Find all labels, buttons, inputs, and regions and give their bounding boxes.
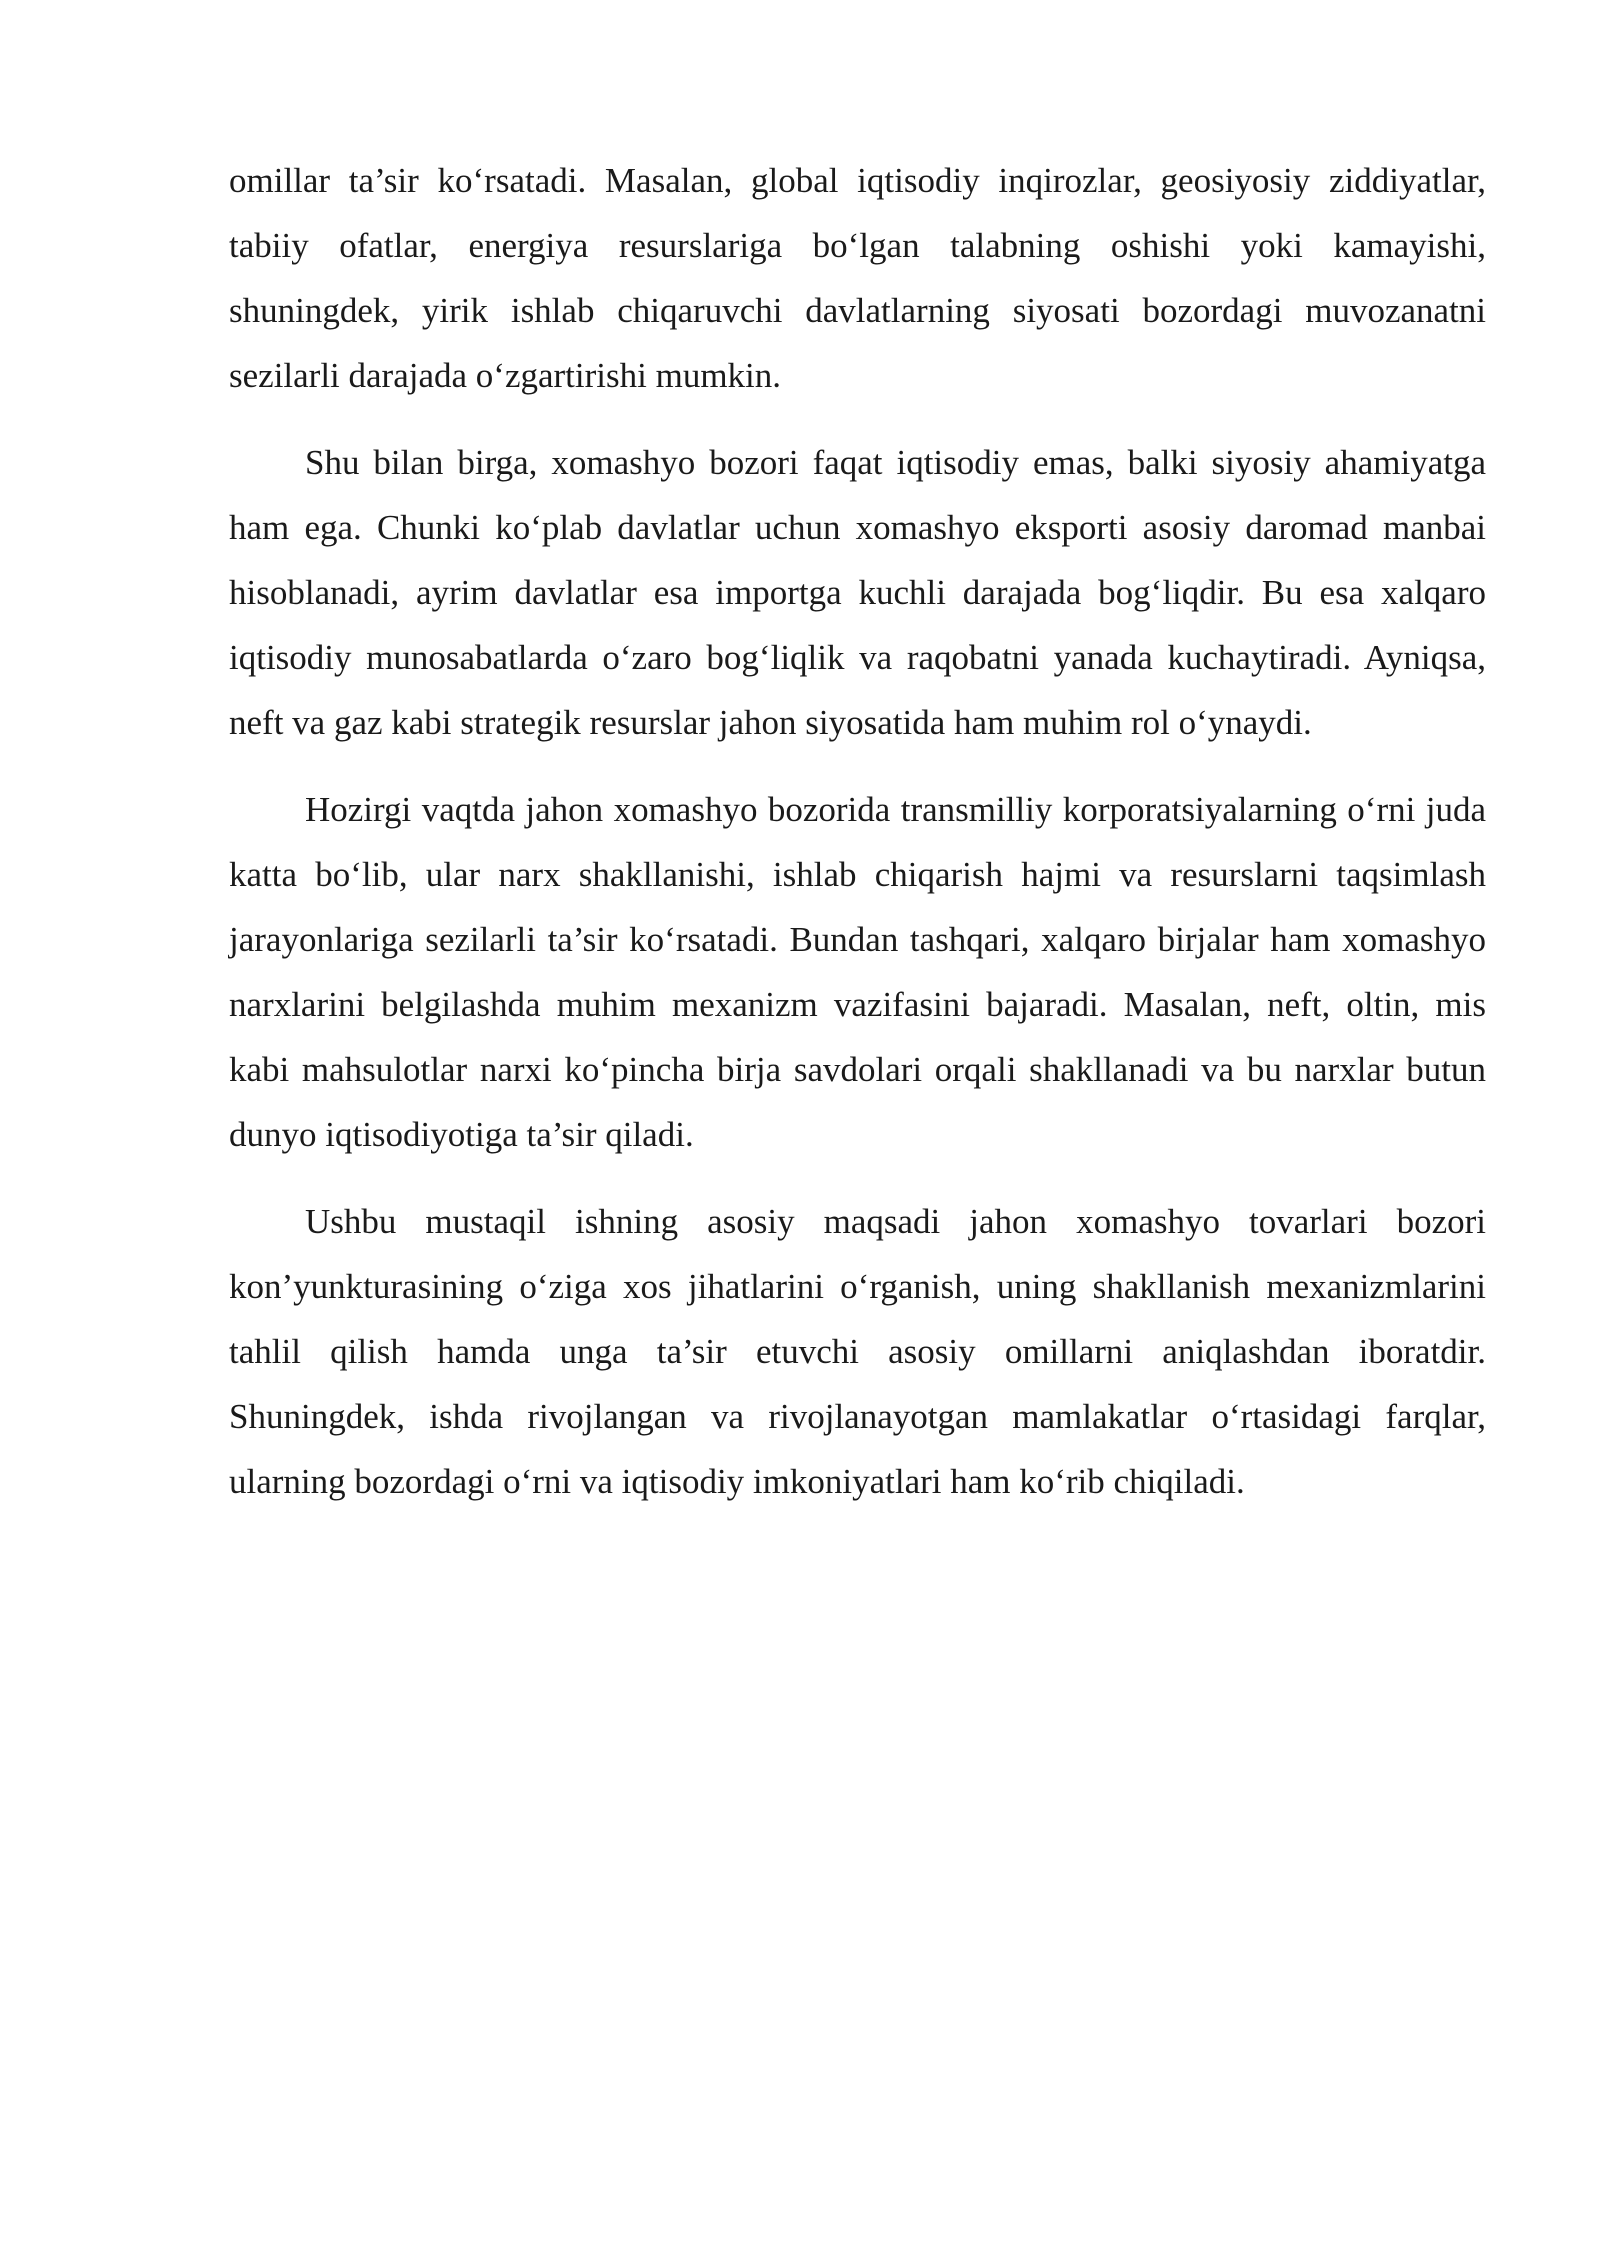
paragraph-4: Ushbu mustaqil ishning asosiy maqsadi jahon xomashyo tovarlari bozori kon’yunkturasining o‘ziga xos jihatlarini o‘rganish, uning shakllanish mexanizmlarini tahlil qilish hamda unga ta’sir etuvchi asosiy omillarni aniqlashdan iboratdir. Shuningdek, ishda rivojlangan va rivojlanayotgan mamlakatlar o‘rtasidagi farqlar, ularning bozordagi o‘rni va iqtisodiy imkoniyatlari ham ko‘rib chiqiladi. bbox=[229, 1202, 1486, 1501]
document-body bbox=[229, 148, 1486, 1536]
paragraph-3: Hozirgi vaqtda jahon xomashyo bozorida transmilliy korporatsiyalarning o‘rni juda katta bo‘lib, ular narx shakllanishi, ishlab chiqarish hajmi va resurslarni taqsimlash jarayonlariga sezilarli ta’sir ko‘rsatadi. Bundan tashqari, xalqaro birjalar ham xomashyo narxlarini belgilashda muhim mexanizm vazifasini bajaradi. Masalan, neft, oltin, mis kabi mahsulotlar narxi ko‘pincha birja savdolari orqali shakllanadi va bu narxlar butun dunyo iqtisodiyotiga ta’sir qiladi. bbox=[229, 790, 1486, 1154]
paragraph-2: Shu bilan birga, xomashyo bozori faqat iqtisodiy emas, balki siyosiy ahamiyatga ham ega. Chunki ko‘plab davlatlar uchun xomashyo eksporti asosiy daromad manbai hisoblanadi, ayrim davlatlar esa importga kuchli darajada bog‘liqdir. Bu esa xalqaro iqtisodiy munosabatlarda o‘zaro bog‘liqlik va raqobatni yanada kuchaytiradi. Ayniqsa, neft va gaz kabi strategik resurslar jahon siyosatida ham muhim rol o‘ynaydi. bbox=[229, 443, 1486, 742]
paragraph-1: omillar ta’sir ko‘rsatadi. Masalan, global iqtisodiy inqirozlar, geosiyosiy ziddiyatlar, tabiiy ofatlar, energiya resurslariga bo‘lgan talabning oshishi yoki kamayishi, shuningdek, yirik ishlab chiqaruvchi davlatlarning siyosati bozordagi muvozanatni sezilarli darajada o‘zgartirishi mumkin. bbox=[229, 161, 1486, 395]
